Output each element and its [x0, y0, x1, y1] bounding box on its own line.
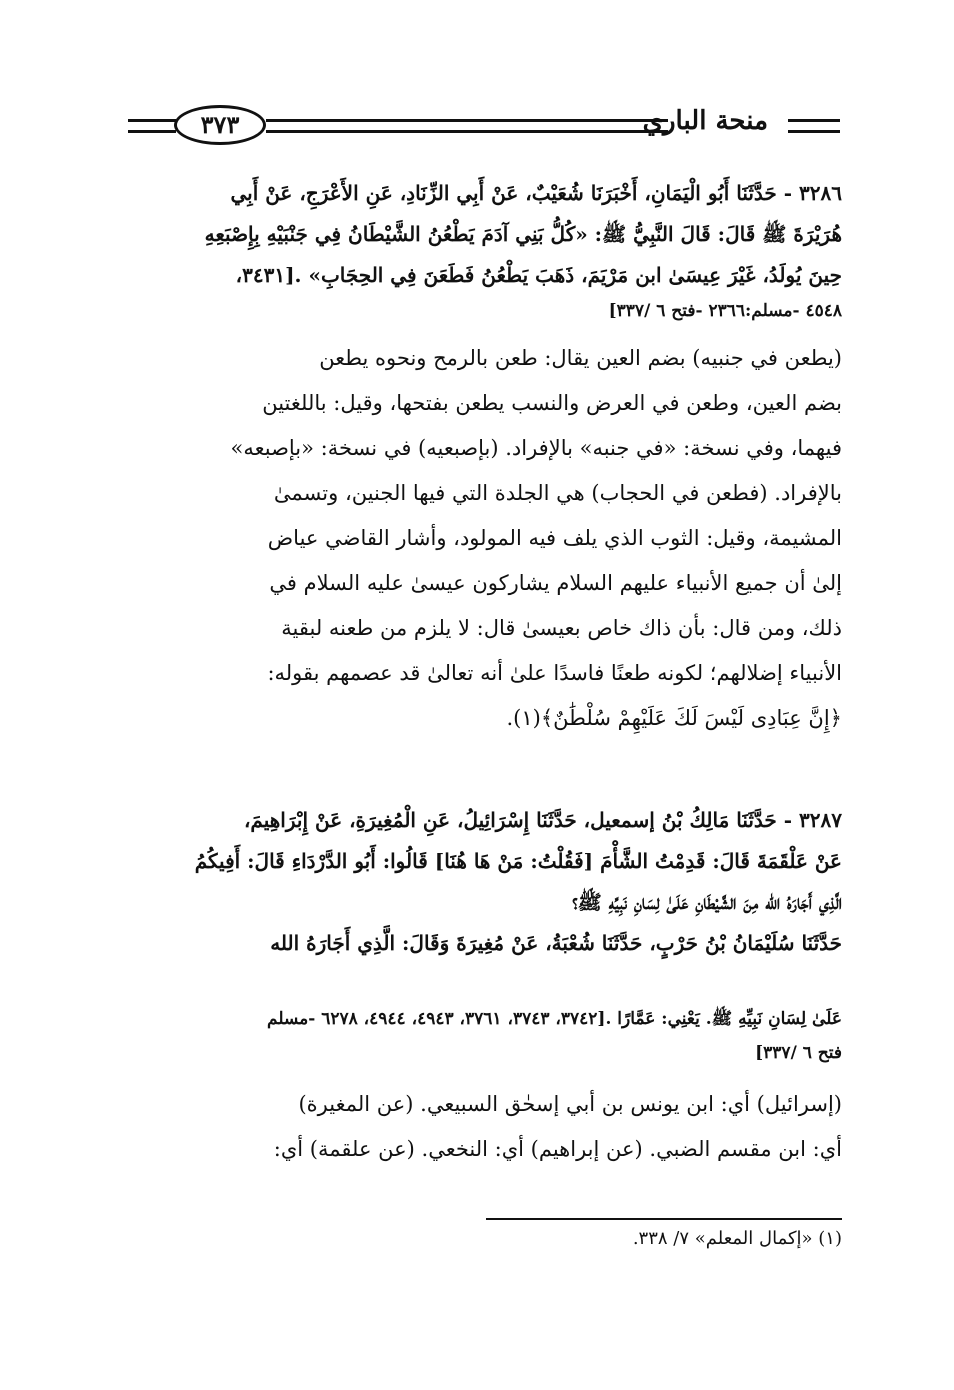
- footnote-divider: [486, 1218, 842, 1220]
- hadith-line: هُرَيْرَةَ ﷺ قَالَ: قَالَ النَّبِيُّ ﷺ: «كُلُّ بَنِي آدَمَ يَطْعُنُ الشَّيْطَانُ فِي جَنْبَيْهِ بِإِصْبَعِهِ: [204, 222, 842, 246]
- header-rule-middle: [266, 119, 668, 133]
- hadith-3287: [112, 800, 842, 964]
- reference-line: ٤٥٤٨ -مسلم:٢٣٦٦ -فتح ٦ /٣٣٧]: [608, 301, 842, 321]
- commentary-line: فيهما، وفي نسخة: «في جنبه» بالإفراد. (بإصبعيه) في نسخة: «بإصبعه»: [230, 436, 842, 460]
- commentary-line: أي: ابن مقسم الضبي. (عن إبراهيم) أي: النخعي. (عن علقمة) أي:: [273, 1137, 842, 1161]
- commentary-3286: [112, 336, 842, 741]
- hadith-3287-reference: [267, 1002, 842, 1070]
- commentary-line: المشيمة، وقيل: الثوب الذي يلف فيه المولود، وأشار القاضي عياض: [267, 526, 842, 550]
- reference-line: فتح ٦ /٣٣٧]: [755, 1043, 842, 1063]
- commentary-line: بالإفراد. (فطعن في الحجاب) هي الجلدة التي فيها الجنين، وتسمىٰ: [273, 481, 842, 505]
- page-number-badge: [174, 105, 266, 145]
- hadith-line: ٣٢٨٧ - حَدَّثَنَا مَالِكُ بْنُ إسمعيل، حَدَّثَنَا إِسْرَائِيلُ، عَنِ الْمُغِيرَةِ، عَنْ إِبْرَاهِيمَ،: [243, 808, 842, 832]
- hadith-line: عَنْ عَلْقَمَةَ قَالَ: قَدِمْتُ الشَّأْمَ [فَقُلْتُ: مَنْ هَا هُنَا] قَالُوا: أَبُو الدَّرْدَاءِ قَالَ: أَفِيكُمُ: [194, 849, 842, 873]
- page-number: ٣٧٣: [200, 110, 240, 139]
- commentary-line: ذلك، ومن قال: بأن ذاك خاص بعيسىٰ قال: لا يلزم من طعنه لبقية: [281, 616, 842, 640]
- commentary-3287: [112, 1082, 842, 1172]
- hadith-line: حِينَ يُولَدُ، غَيْرَ عِيسَىٰ ابن مَرْيَمَ، ذَهَبَ يَطْعُنُ فَطَعَنَ فِي الحِجَابِ» .[٣٤٣١،: [235, 263, 842, 287]
- footnote: (١) «إكمال المعلم» ٧/ ٣٣٨.: [632, 1228, 842, 1249]
- quran-verse: ﴿إِنَّ عِبَادِى لَيْسَ لَكَ عَلَيْهِمْ سُلْطَٰنٌ﴾(١).: [506, 706, 842, 730]
- commentary-line: (إسرائيل) أي: ابن يونس بن أبي إسحٰق السبيعي. (عن المغيرة): [298, 1092, 842, 1116]
- header-rule-left: [128, 119, 176, 133]
- commentary-line: إلىٰ أن جميع الأنبياء عليهم السلام يشاركون عيسىٰ عليه السلام في: [269, 571, 842, 595]
- hadith-line: الَّذِي أَجَارَهُ الله مِنَ الشَّيْطَانِ عَلَىٰ لِسَانِ نَبِيِّهِ ﷺ؟: [572, 890, 842, 914]
- book-title: منحة الباري: [642, 106, 768, 136]
- hadith-line: حَدَّثَنَا سُلَيْمَانُ بْنُ حَرْبٍ، حَدَّثَنَا شُعْبَةُ، عَنْ مُغِيرَةَ وَقَالَ: الَّذِي أَجَارَهُ الله: [270, 931, 842, 955]
- hadith-3286-reference: [609, 294, 842, 328]
- page-header: [128, 96, 840, 154]
- header-rule-right: [788, 119, 840, 133]
- commentary-line: بضم العين، وطعن في العرض والنسب يطعن بفتحها، وقيل: باللغتين: [262, 391, 842, 415]
- commentary-line: الأنبياء إضلالهم؛ لكونه طعنًا فاسدًا علىٰ أنه تعالىٰ قد عصمهم بقوله:: [267, 661, 842, 685]
- hadith-3286: [112, 173, 842, 296]
- commentary-line: (يطعن في جنبيه) بضم العين يقال: طعن بالرمح ونحوه يطعن: [319, 346, 842, 370]
- hadith-line: ٣٢٨٦ - حَدَّثَنَا أَبُو الْيَمَانِ، أَخْبَرَنَا شُعَيْبٌ، عَنْ أَبِي الزِّنَادِ، عَنِ الأَعْرَجِ، عَنْ أَبِي: [230, 181, 842, 205]
- reference-line: عَلَىٰ لِسَانِ نَبِيِّهِ ﷺ. يَعْنِي: عَمَّارًا .[٣٧٤٢، ٣٧٤٣، ٣٧٦١، ٤٩٤٣، ٤٩٤٤، ٦٢٧٨ -مسلم: [267, 1009, 842, 1029]
